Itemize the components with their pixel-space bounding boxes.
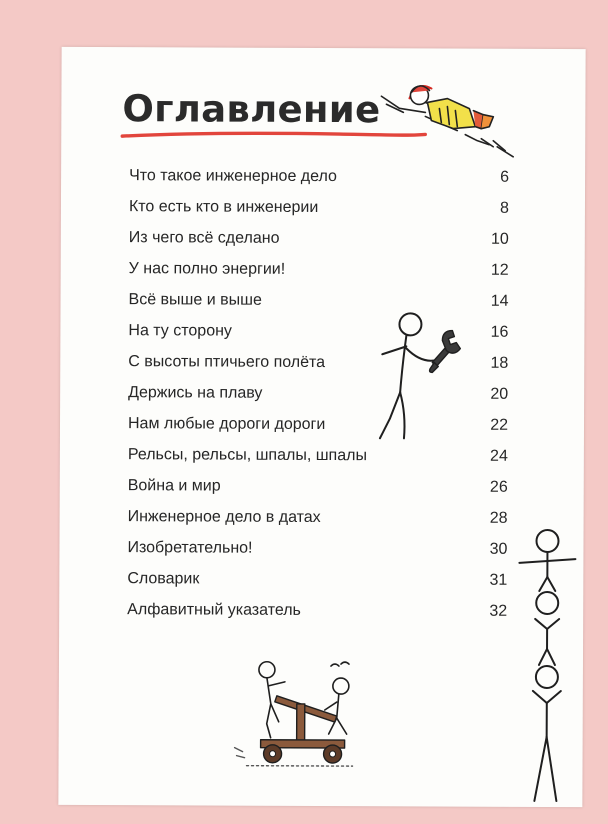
toc-entry-page: 30 [489, 540, 508, 558]
toc-entry-label: Держись на плаву [128, 384, 263, 402]
toc-entry-label: Из чего всё сделано [128, 229, 280, 247]
toc-entry-label: Всё выше и выше [128, 291, 262, 309]
toc-entry[interactable] [128, 508, 508, 541]
toc-entry-label: У нас полно энергии! [128, 260, 286, 278]
toc-entry-page: 32 [489, 602, 508, 620]
toc-entry[interactable] [129, 260, 509, 293]
toc-entry-page: 6 [500, 168, 510, 186]
toc-entry-page: 24 [490, 447, 508, 465]
toc-entry-label: Нам любые дороги дороги [127, 415, 326, 434]
toc-entry[interactable] [127, 570, 507, 603]
toc-entry[interactable] [129, 167, 509, 200]
toc-entry-page: 18 [490, 354, 509, 372]
book-page [58, 47, 585, 807]
rocket-rider-illustration [381, 68, 521, 159]
toc-entry-page: 16 [490, 323, 509, 341]
toc-entry-label: С высоты птичьего полёта [128, 353, 326, 372]
toc-entry-label: Рельсы, рельсы, шпалы, шпалы [127, 446, 368, 465]
toc-entry[interactable] [127, 601, 507, 634]
toc-entry-label: Изобретательно! [127, 539, 253, 557]
toc-entry-page: 31 [489, 571, 508, 589]
toc-entry[interactable] [129, 198, 509, 231]
toc-entry[interactable] [128, 446, 508, 479]
toc-entry-page: 12 [490, 261, 509, 279]
toc-entry-page: 22 [490, 416, 509, 434]
toc-entry-page: 8 [500, 199, 509, 217]
catapult-cart-illustration [227, 656, 357, 769]
toc-entry-label: Кто есть кто в инженерии [128, 198, 319, 216]
toc-entry-label: Что такое инженерное дело [129, 167, 337, 186]
page-title: Оглавление [122, 87, 381, 132]
toc-entry-page: 28 [489, 509, 508, 527]
stacked-acrobats-illustration [512, 519, 583, 803]
toc-entry[interactable] [128, 477, 508, 510]
stick-figure-wrench-illustration [376, 310, 469, 446]
toc-entry-label: Алфавитный указатель [127, 601, 301, 619]
toc-entry[interactable] [129, 229, 509, 262]
toc-entry-page: 20 [490, 385, 509, 403]
toc-entry-page: 14 [490, 292, 509, 310]
toc-entry-label: Инженерное дело в датах [127, 508, 321, 526]
toc-entry-page: 10 [490, 230, 509, 248]
toc-entry-label: На ту сторону [128, 322, 232, 340]
toc-entry-label: Словарик [127, 570, 200, 588]
toc-entry-page: 26 [489, 478, 508, 496]
toc-entry[interactable] [127, 539, 507, 572]
toc-entry-label: Война и мир [127, 477, 221, 495]
